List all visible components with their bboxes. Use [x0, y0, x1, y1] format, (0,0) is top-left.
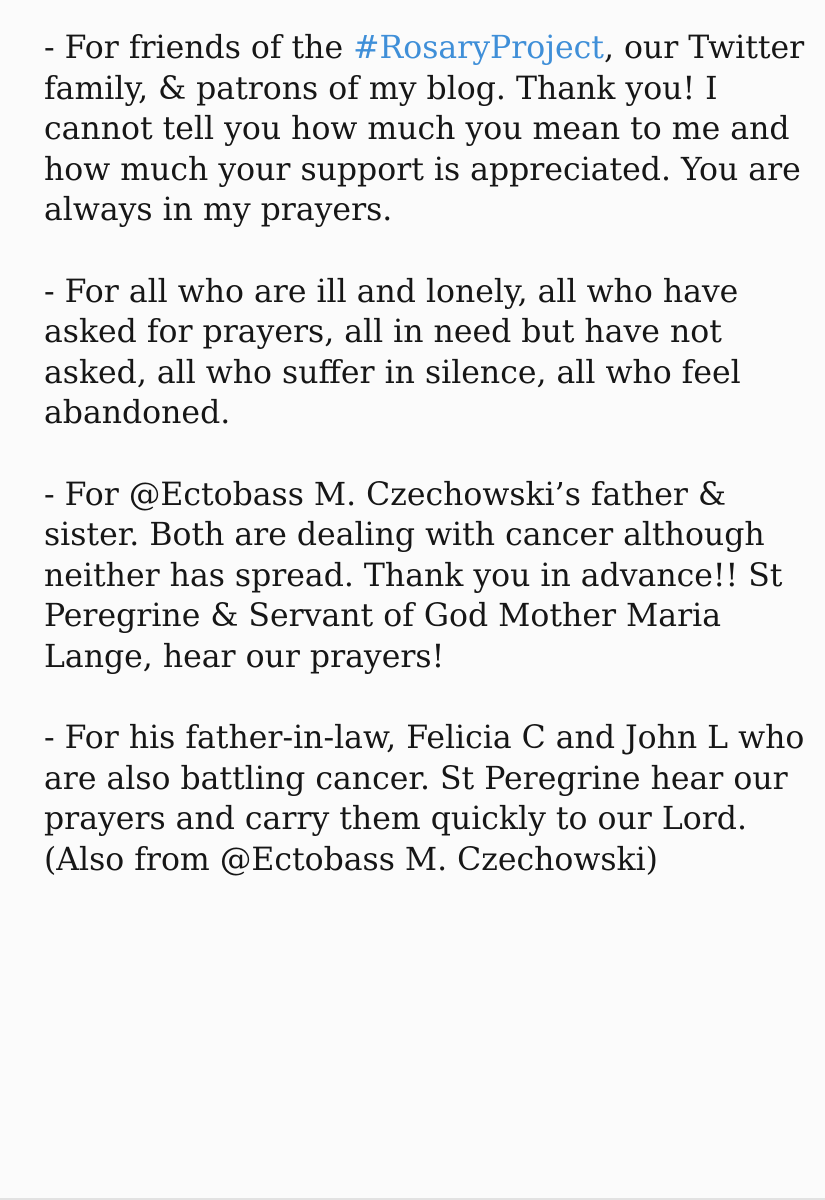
- intention-paragraph-friends: [44, 28, 814, 231]
- prayer-intentions-text: [44, 28, 814, 921]
- intention-paragraph-ill-and-lonely: - For all who are ill and lonely, all who have asked for prayers, all in need but have not asked, all who suffer in silence, all who feel abandoned.: [44, 273, 741, 432]
- intention-text-part: - For friends of the: [44, 30, 354, 66]
- intention-text-part: , our Twitter family, & patrons of my blog. Thank you! I cannot tell you how much you mean to me and how much your support is appreciated. You are always in my prayers.: [44, 30, 805, 229]
- intention-paragraph-father-in-law: - For his father-in-law, Felicia C and John L who are also battling cancer. St Peregrine hear our prayers and carry them quickly to our Lord. (Also from @Ectobass M. Czechowski): [44, 720, 805, 878]
- rosary-project-hashtag-link[interactable]: #RosaryProject: [353, 30, 604, 66]
- intention-paragraph-czechowski-family: - For @Ectobass M. Czechowski’s father & sister. Both are dealing with cancer although neither has spread. Thank you in advance!! St Peregrine & Servant of God Mother Maria Lange, hear our prayers!: [44, 476, 783, 675]
